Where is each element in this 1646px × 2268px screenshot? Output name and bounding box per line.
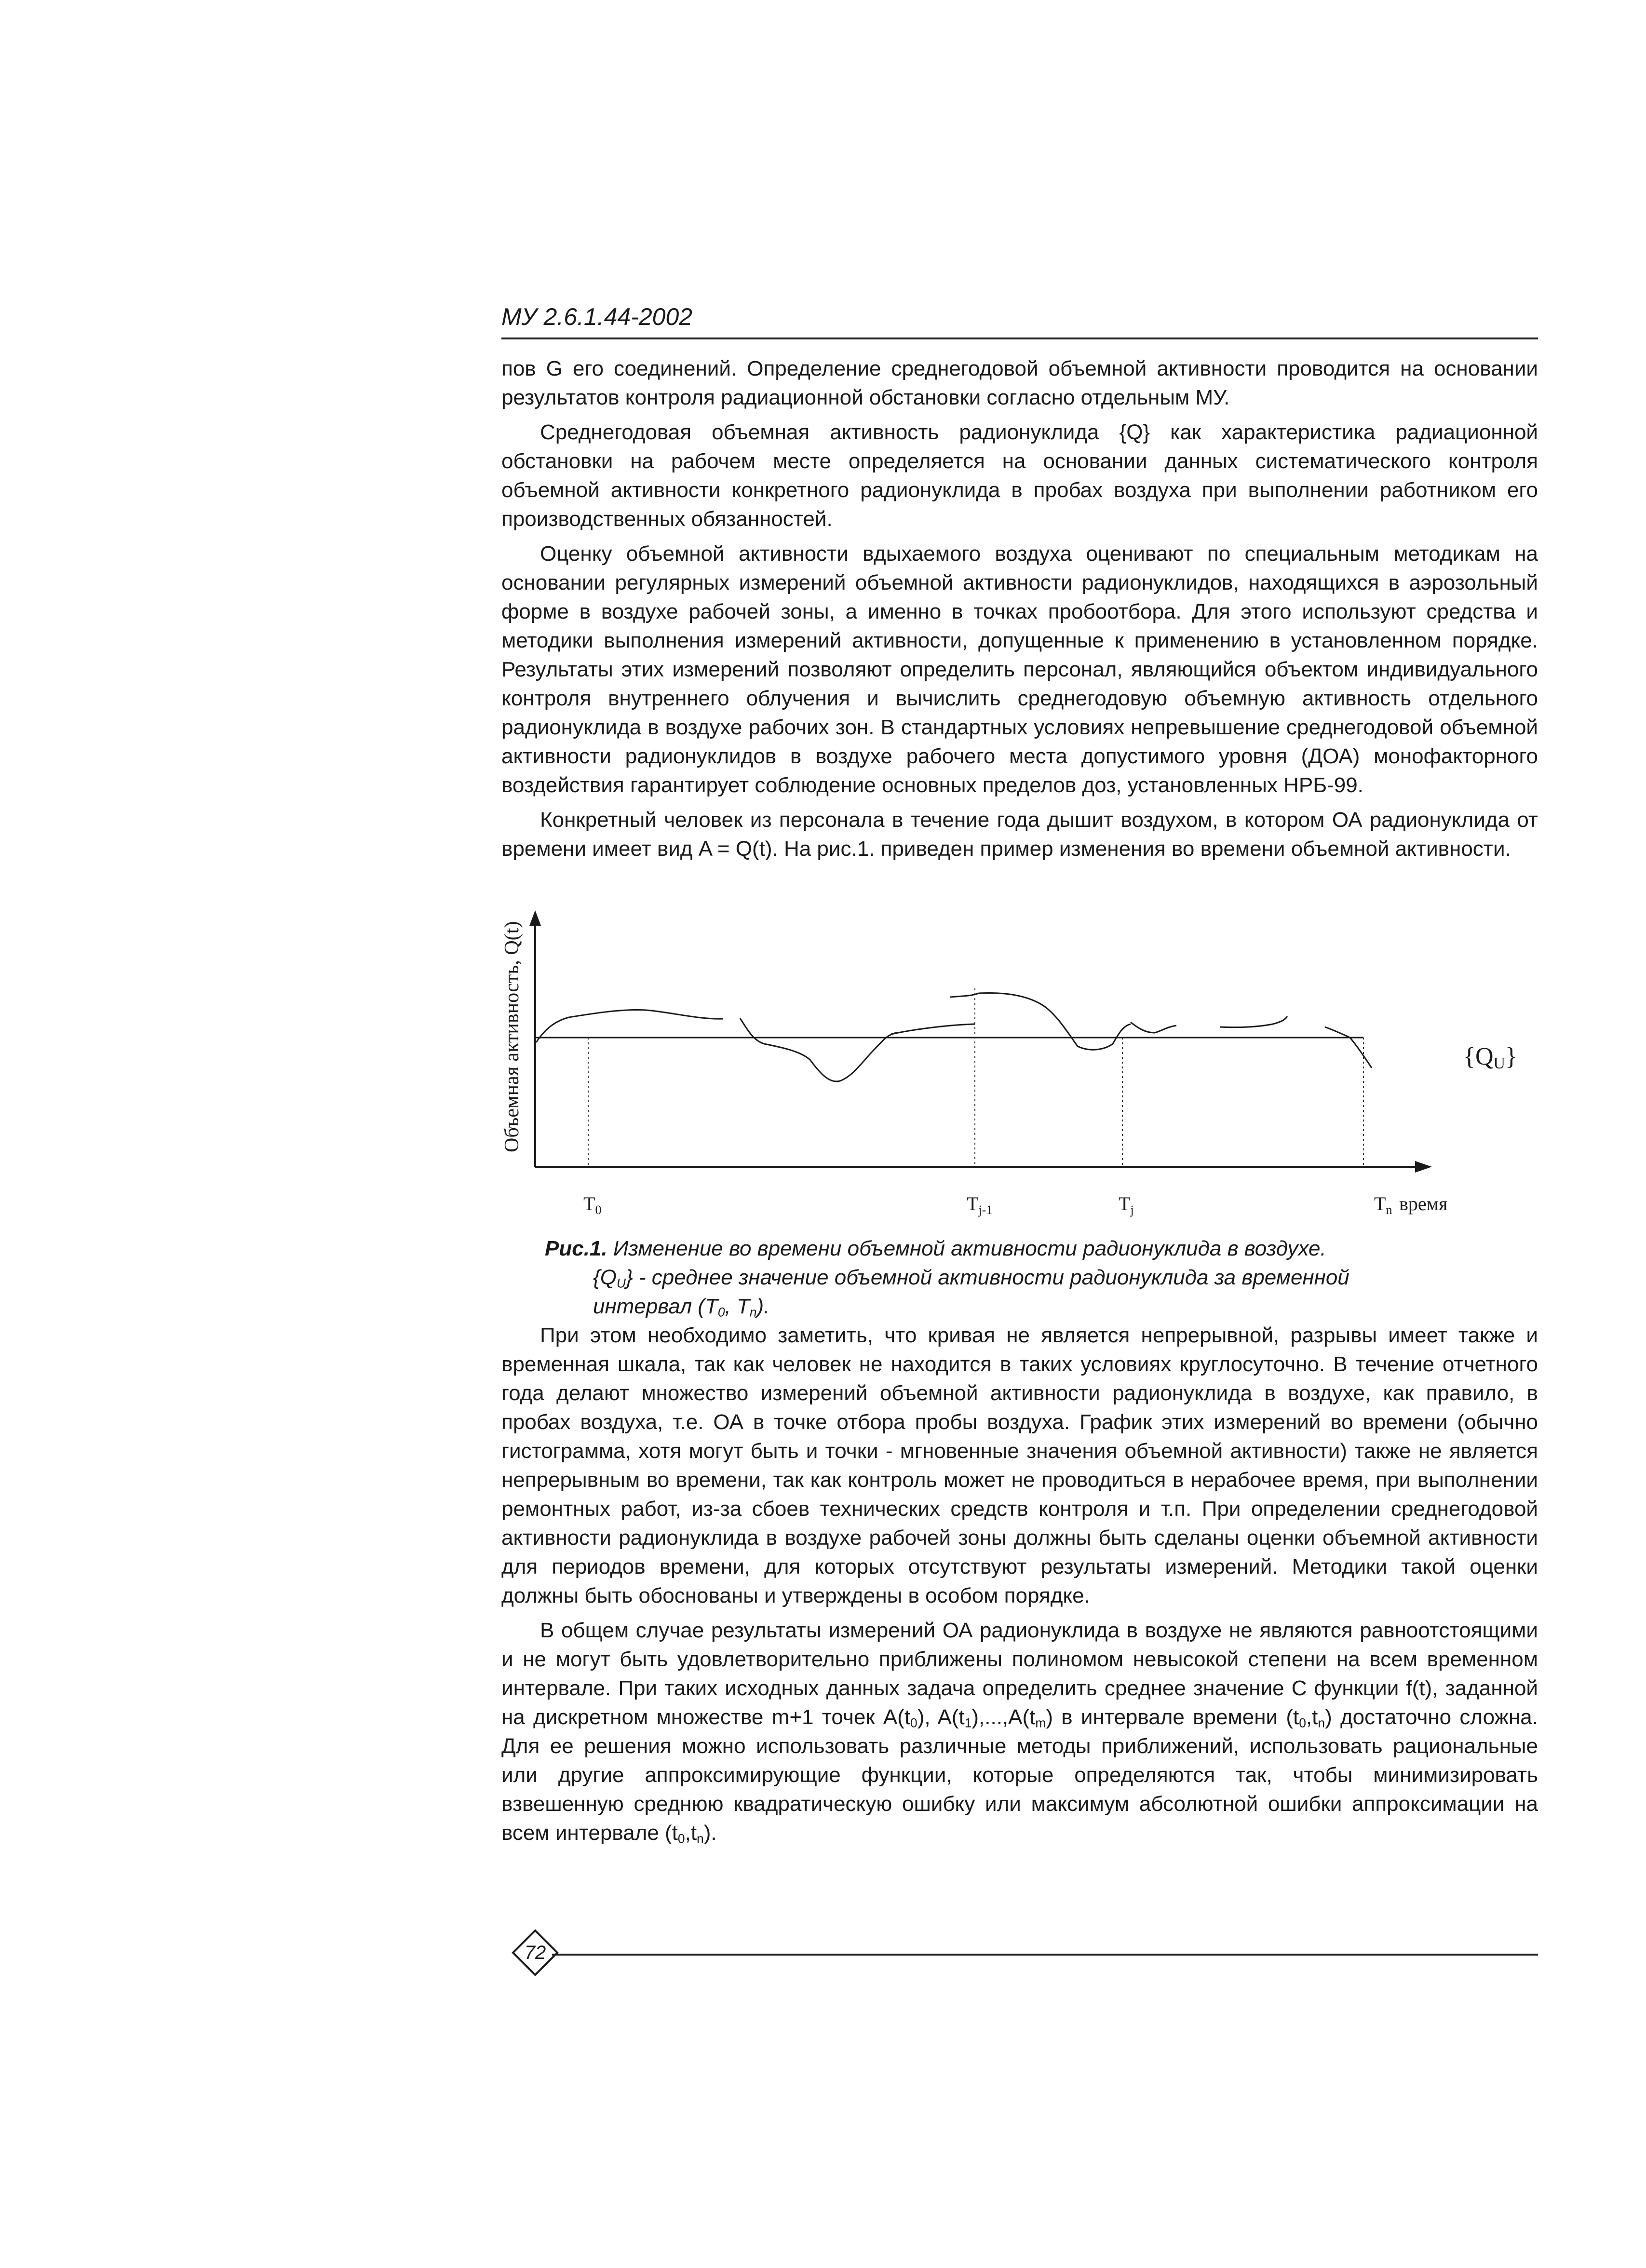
caption-line-1 bbox=[545, 1234, 1509, 1263]
tick-label-tn: $T_n$ bbox=[1374, 1193, 1392, 1217]
mean-label-subscript: U bbox=[1493, 1054, 1506, 1072]
tick-label-tj: $T_j$ bbox=[1119, 1193, 1134, 1217]
text-block-bottom bbox=[501, 1321, 1538, 1848]
paragraph-3: Оценку объемной активности вдыхаемого воздуха оценивают по специальным методикам на основании регулярных измерений объемной активности радионуклидов, находящихся в аэрозольный форме в воздухе рабочей зоны, а именно в точках пробоотбора. Для этого используют средства и методики выполнения измерений активности, допущенные к применению в установленном порядке. Результаты этих измерений позволяют определить персонал, являющийся объектом индивидуального контроля внутреннего облучения и вычислить среднегодовую объемную активность отдельного радионуклида в воздухе рабочих зон. В стандартных условиях непревышение среднегодовой объемной активности радионуклидов в воздухе рабочего места допустимого уровня (ДОА) монофакторного воздействия гарантирует соблюдение основных пределов доз, установленных НРБ-99. bbox=[501, 542, 1538, 797]
paragraph-6: В общем случае результаты измерений ОА радионуклида в воздухе не являются равноотстоящими и не могут быть удовлетворительно приближены полиномом невысокой степени на всем временном интервале. При таких исходных данных задача определить среднее значение C функции f(t), заданной на дискретном множестве m+1 точек $A(t_0)$, $A(t_1),...,A(t_m)$ в интервале времени $(t_0,t_n)$ достаточно сложна. Для ее решения можно использовать различные методы приближений, использовать рациональные или другие аппроксимирующие функции, которые определяются так, чтобы минимизировать взвешенную среднюю квадратическую ошибку или максимум абсолютной ошибки аппроксимации на всем интервале $(t_0,t_n)$. bbox=[501, 1619, 1538, 1846]
page-header-title: МУ 2.6.1.44-2002 bbox=[501, 303, 693, 330]
header-rule bbox=[501, 338, 1538, 339]
activity-chart bbox=[497, 906, 1538, 1234]
x-axis-arrow bbox=[1415, 1161, 1432, 1173]
page-number: 72 bbox=[524, 1942, 546, 1963]
y-axis-arrow bbox=[529, 910, 541, 926]
figure-caption bbox=[545, 1234, 1509, 1321]
paragraph-4: Конкретный человек из персонала в течение года дышит воздухом, в котором ОА радионуклида от времени имеет вид A = Q(t). На рис.1. приведен пример изменения во времени объемной активности. bbox=[501, 808, 1538, 861]
paragraph-1: пов G его соединений. Определение среднегодовой объемной активности проводится на основании результатов контроля радиационной обстановки согласно отдельным МУ. bbox=[501, 357, 1538, 409]
mean-label-close: } bbox=[1505, 1043, 1518, 1070]
caption-text-1: Изменение во времени объемной активности радионуклида в воздухе. bbox=[607, 1237, 1326, 1260]
figure-1 bbox=[497, 906, 1538, 1234]
mean-label: {QU} bbox=[1463, 1043, 1518, 1072]
tick-label-tj1: $T_{j-1}$ bbox=[967, 1193, 993, 1217]
caption-label: Рис.1. bbox=[545, 1237, 607, 1260]
paragraph-2: Среднегодовая объемная активность радионуклида {Q} как характеристика радиационной обстановки на рабочем месте определяется на основании данных систематического контроля объемной активности конкретного радионуклида в пробах воздуха при выполнении работником его производственных обязанностей. bbox=[501, 420, 1538, 531]
activity-curve-segment-2 bbox=[740, 1018, 897, 1081]
caption-line-2: $\{Q_U\}$ - среднее значение объемной активности радионуклида за временной bbox=[593, 1266, 1349, 1291]
caption-line-3: интервал ($T_0$, $T_n$). bbox=[593, 1295, 770, 1320]
activity-curve-segment-3 bbox=[891, 1024, 975, 1034]
activity-curve-segment-4 bbox=[950, 993, 1131, 1050]
x-axis-label: время bbox=[1399, 1193, 1448, 1215]
paragraph-5: При этом необходимо заметить, что кривая не является непрерывной, разрывы имеет также и временная шкала, так как человек не находится в таких условиях круглосуточно. В течение отчетного года делают множество измерений объемной активности радионуклида в воздухе, как правило, в пробах воздуха, т.е. ОА в точке отбора пробы воздуха. График этих измерений во времени (обычно гистограмма, хотя могут быть и точки - мгновенные значения объемной активности) также не является непрерывным во времени, так как контроль может не проводиться в нерабочее время, при выполнении ремонтных работ, из-за сбоев технических средств контроля и т.п. При определении среднегодовой активности радионуклида в воздухе рабочей зоны должны быть сделаны оценки объемной активности для периодов времени, для которых отсутствуют результаты измерений. Методики такой оценки должны быть обоснованы и утверждены в особом порядке. bbox=[501, 1323, 1538, 1607]
text-block-top bbox=[501, 354, 1538, 864]
tick-label-t0: $T_0$ bbox=[583, 1193, 602, 1217]
activity-curve-segment-7 bbox=[1325, 1027, 1372, 1068]
activity-curve-segment-6 bbox=[1220, 1016, 1287, 1027]
footer-rule bbox=[552, 1954, 1538, 1956]
activity-curve-segment-5 bbox=[1131, 1022, 1176, 1033]
y-axis-label: Объемная активность, Q(t) bbox=[501, 921, 523, 1152]
